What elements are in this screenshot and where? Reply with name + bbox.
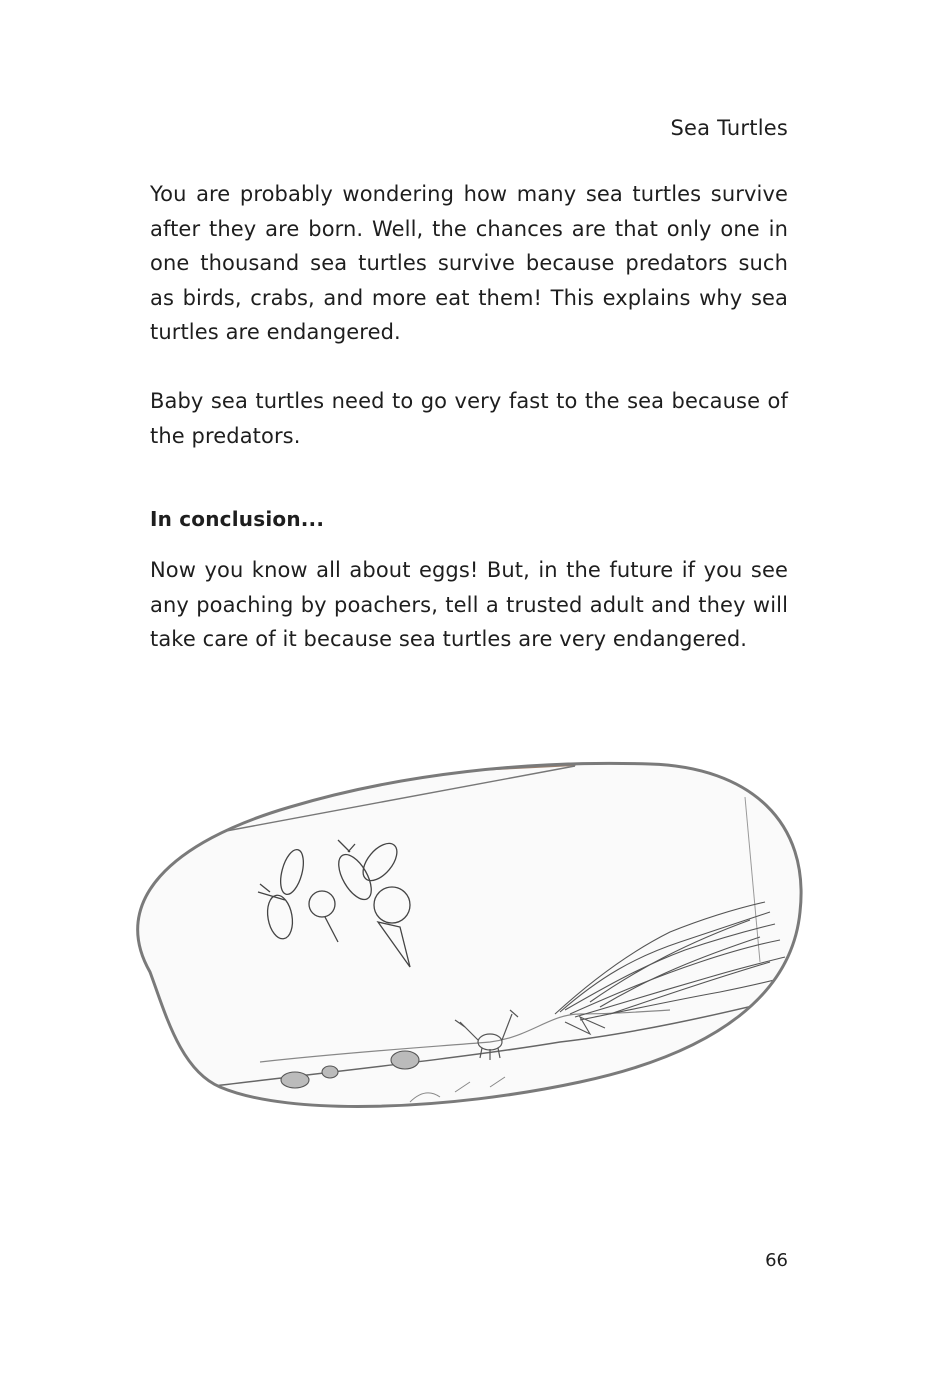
paragraph-survival: You are probably wondering how many sea turtles survive after they are born. Well, the chances are that only one in one thousand sea turtles survive because predators such as birds, crabs, and more eat them! This explains why sea turtles are endangered.: [150, 182, 788, 344]
section-heading: In conclusion...: [150, 507, 325, 531]
running-head: Sea Turtles: [670, 116, 788, 140]
drawing-photo: [110, 752, 810, 1122]
child-drawing-illustration: [110, 752, 810, 1122]
paragraph-conclusion: Now you know all about eggs! But, in the future if you see any poaching by poachers, tell a trusted adult and they will take care of it because sea turtles are very endangered.: [150, 558, 788, 651]
page-number: 66: [765, 1250, 788, 1271]
paragraph-predators: Baby sea turtles need to go very fast to the sea because of the predators.: [150, 389, 788, 448]
